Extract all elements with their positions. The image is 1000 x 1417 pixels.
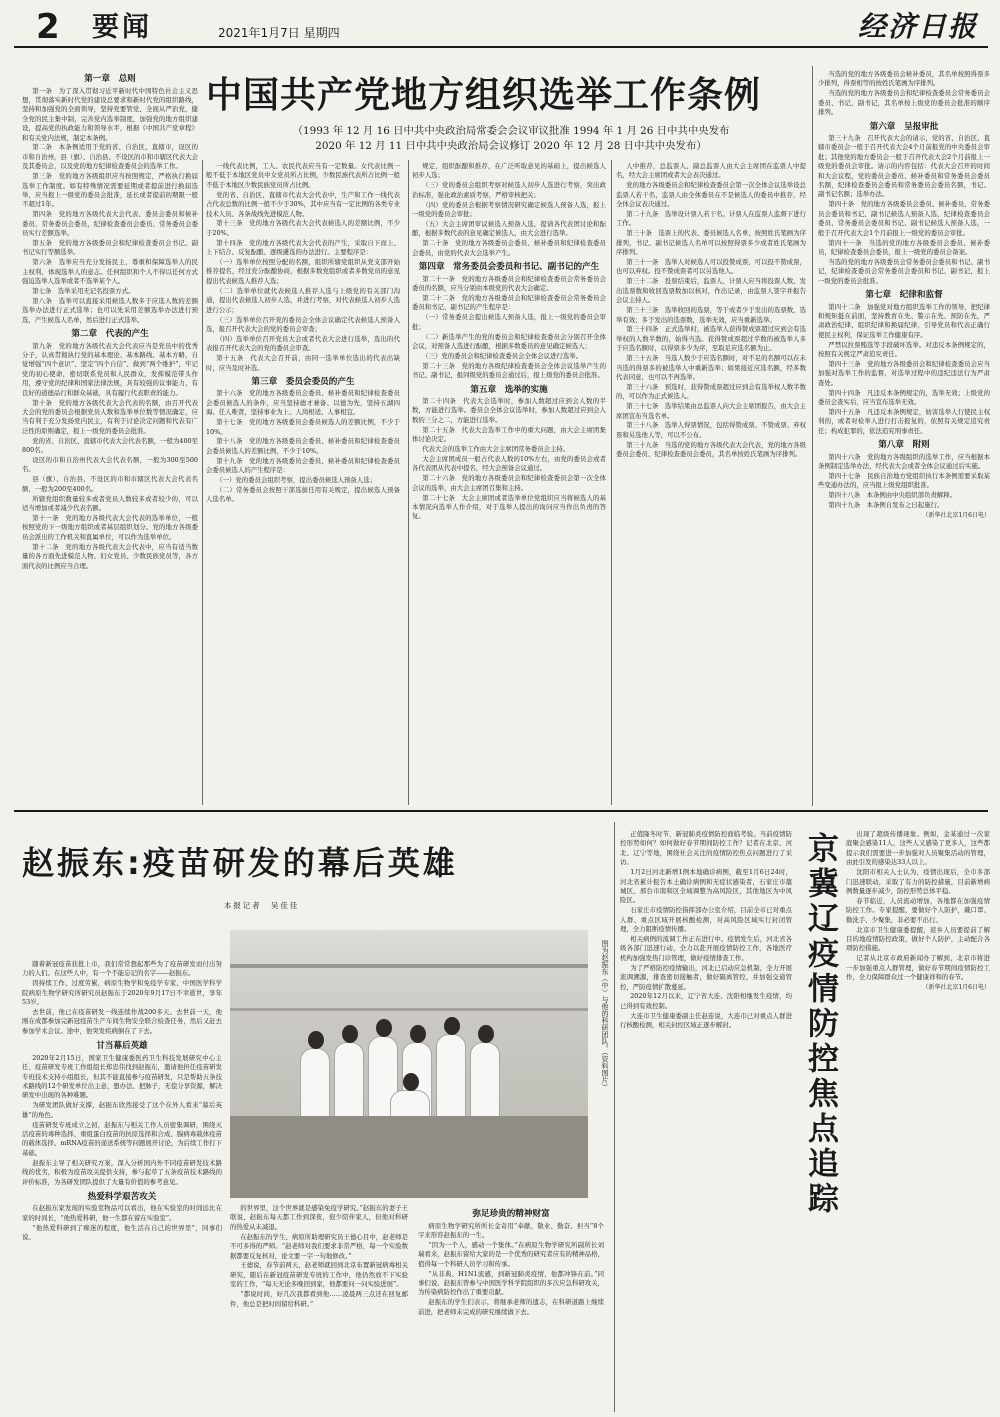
paragraph: 第三十九条 当选的党的地方各级代表大会代表，党的地方各级委员会委员、纪律检查委员会委员，其名单按姓氏笔画为序排列。 xyxy=(616,440,806,459)
paragraph: 第四十五条 凡违反本条例规定，妨害选举人行使民主权利的，或者对检举人进行打击报复的，依照有关规定追究责任；构成犯罪的，依法追究刑事责任。 xyxy=(818,408,990,435)
paragraph: 1月2日河北新增1例本地确诊病例，截至1月6日24时，河北省累计报告本土确诊病例和无症状感染者，石家庄市藁城区、邢台市南和区全域调整为高风险区，其他地区为中风险区。 xyxy=(620,868,792,905)
paragraph: （五）大会主席团审议候选人预备人选，提请各代表团讨论和酝酿，根据多数代表的意见确定候选人，由大会进行选举。 xyxy=(412,219,606,238)
paragraph: 第四条 党的地方各级代表大会代表、委员会委员和候补委员、常务委员会委员，纪律检查委员会委员、常务委员会委员实行差额选举。 xyxy=(22,210,198,238)
paragraph: 第十三条 党的地方各级代表大会代表候选人的差额比例，不少于20%。 xyxy=(206,219,400,237)
paragraph: 出现了超级传播现象。例如，金某通过一次家庭聚会感染11人，这些人又感染了更多人，这些都提示我们需要进一步加强对人员聚集活动的管理，由此引发的感染达33人以上。 xyxy=(846,830,990,867)
paragraph: 第四十九条 本条例自发布之日起施行。 xyxy=(828,501,944,510)
team-member-figure xyxy=(436,1034,466,1128)
paragraph: 第三十七条 选举结果由总监票人向大会主席团报告，由大会主席团宣布当选名单。 xyxy=(616,402,806,420)
regulation-subtitle-line2: 2020 年 12 月 11 日中共中央政治局会议修订 2020 年 12 月 28 日中共中央发布） xyxy=(315,140,707,152)
paragraph: （三）党的委员会组织考察对候选人初步人选进行考察，突出政治标准，强化政治素质考察，严格审核把关； xyxy=(412,181,606,199)
paragraph: 县（旗）、自治县、不设区的市和市辖区代表大会代表名额，一般为200至400名。 xyxy=(22,475,198,493)
paragraph: 规定，组织酝酿和推荐，在广泛听取意见的基础上，提出候选人初步人选； xyxy=(412,162,606,180)
paragraph: 因持续工作、过度劳累，病原生物学和免疫学专家、中国医学科学院病原生物学研究所研究员赵振东于2020年9月17日不幸逝世，享年53岁。 xyxy=(22,979,222,1007)
chapter-heading: 第一章 总则 xyxy=(84,74,136,84)
paragraph: （三）党的委员会和纪律检查委员会全体会议进行选举。 xyxy=(422,351,582,360)
paragraph: （四）选举单位召开党员大会或者代表大会进行选举，选出的代表报召开代表大会的党的委员会审查。 xyxy=(206,334,400,353)
paragraph: （一）选举单位按照分配的名额，组织所辖党组织从党支部开始推荐提名，经过充分酝酿协商，根据多数党组织或者多数党员的意见提出代表候选人推荐人选； xyxy=(206,258,400,285)
paragraph: （二）选举单位就代表候选人推荐人选与上级党的有关部门沟通，提出代表候选人初步人选，并进行考察，对代表候选人初步人选进行公示； xyxy=(206,286,400,314)
paragraph: “从非典、H1N1流感，到新冠肺炎疫情，他都冲锋在前。”同事们说，赵振东曾参与中国医学科学院组织的多次应急科研攻关，为传染病防控作出了重要贡献。 xyxy=(418,1269,604,1297)
regulation-column-2 xyxy=(206,162,400,802)
lab-shelf xyxy=(230,964,588,968)
regulation-column-3 xyxy=(412,162,606,802)
team-member-head xyxy=(308,1031,324,1049)
paragraph: 石家庄市疫情防控指挥部办公室介绍，目前全市已对重点人群、重点区域开展核酸检测，对高风险区域实行封闭管理，全力阻断疫情传播。 xyxy=(620,906,792,934)
paragraph: “因为一个人，感动一个集体。”在病原生物学研究所副所长刘瑞看来，赵振东留给大家的是一个优秀的研究者应有的精神品格，值得每一个科研人员学习和传承。 xyxy=(418,1240,604,1268)
paragraph: 第三十条 选票上的代表、委员候选人名单，按照姓氏笔画为序排列，书记、副书记候选人名单可以按照得票多少或者姓氏笔画为序排列。 xyxy=(616,229,806,257)
paragraph: 第十一条 党的地方各级代表大会代表的选举单位，一般按照党的下一级地方组织或者基层组织划分。党的地方各级委员会派出的工作机关和直属单位，可以作为选举单位。 xyxy=(22,513,198,541)
paragraph: 第三十四条 正式选举时，被选举人获得赞成票超过应到会有选举权的人数半数的，始得当选。获得赞成票超过半数的被选举人多于应选名额时，以得票多少为序，至取足应选名额为止。 xyxy=(616,325,806,353)
paragraph: 第二十五条 代表大会选举工作中的重大问题，由大会主席团集体讨论决定。 xyxy=(412,425,606,444)
paragraph: 第三十八条 选举人得票情况，包括得赞成票、不赞成票、弃权票和另选他人等，可以不公布。 xyxy=(616,421,806,439)
epidemic-column-1 xyxy=(620,830,792,1408)
paragraph: （二）新选举产生的党的委员会和纪律检查委员会分别召开全体会议，对预备人选进行酝酿，根据多数委员的意见确定候选人； xyxy=(412,332,606,350)
paragraph: 第二十三条 党的地方各级纪律检查委员会全体会议选举产生的书记、副书记，报同级党的委员会通过后，报上级党的委员会批准。 xyxy=(412,361,606,380)
paragraph: 第八条 选举可以直接采用候选人数多于应选人数的差额选举办法进行正式选举；也可以先采用差额选举办法进行预选，产生候选人名单，然后进行正式选举。 xyxy=(22,296,198,324)
team-member-head xyxy=(478,1025,494,1043)
paragraph: 去世前，他已在疫苗研发一线连续作战200多天。去世前一天，他刚在成都参加完新冠疫苗生产车间生物安全联合检查任务，然后又赶去参加学术会议。途中，他突发疾病倒在了下去。 xyxy=(22,1008,222,1035)
paragraph: 北京市卫生健康委提醒，返乡人员要提前了解目的地疫情防控政策，做好个人防护，主动配合各项防控措施。 xyxy=(846,925,990,953)
paragraph: 第一条 为了深入贯彻习近平新时代中国特色社会主义思想，贯彻落实新时代党的建设总要求和新时代党的组织路线，坚持和加强党的全面领导，坚持党要管党、全面从严治党，健全党的民主集中制，完善党内选举制度，加强党的地方组织建设，提高党的执政能力和领导水平，根据《中国共产党章程》和有关党内法规，制定本条例。 xyxy=(22,86,198,142)
page-number: 2 xyxy=(36,7,60,47)
team-member-head xyxy=(342,1025,358,1043)
paragraph: 大连市卫生健康委副主任赵连说，大连市已对重点人群进行核酸检测，相关封控区域正逐步解封。 xyxy=(620,1011,792,1030)
subheading: 弥足珍贵的精神财富 xyxy=(472,1209,550,1219)
paragraph: 第十四条 党的地方各级代表大会代表的产生，采取自下而上、上下结合、反复酝酿、逐级遴选的办法进行。主要程序是： xyxy=(206,238,400,257)
chapter-heading: 第六章 呈报审批 xyxy=(869,121,939,132)
regulation-column-1 xyxy=(22,70,198,802)
paragraph: 第十六条 党的地方各级委员会委员、候补委员和纪律检查委员会委员候选人的条件，应当坚持德才兼备、以德为先，坚持五湖四海、任人唯贤，坚持事业为上、人岗相适、人事相宜。 xyxy=(206,389,400,417)
paragraph: 代表大会的选举工作由大会主席团常务委员会主持。 xyxy=(422,445,570,454)
paragraph: 第二十四条 代表大会选举时，参加人数超过应到会人数的半数，方能进行选举。委员会全体会议选举时，参加人数超过应到会人数的三分之二，方能进行选举。 xyxy=(412,397,606,424)
paragraph: （三）选举单位召开党的委员会全体会议确定代表候选人预备人选，报召开代表大会的党的委员会审查； xyxy=(206,315,400,333)
paragraph: 春节临近，人员流动增加，各地都在加强疫情防控工作。专家提醒，要做好个人防护，戴口罩、勤洗手、少聚集，非必要不出行。 xyxy=(846,896,990,924)
research-team-photo xyxy=(230,930,588,1198)
paragraph: 第十八条 党的地方各级委员会委员、候补委员和纪律检查委员会委员候选人的差额比例，不少于10%。 xyxy=(206,437,400,455)
zhao-column-3 xyxy=(418,1204,604,1408)
paragraph: 人中推荐，总监票人、副总监票人由大会主席团在监票人中提名，经大会主席团或者大会表决通过。 xyxy=(616,162,806,180)
paragraph: 党的省、自治区、直辖市代表大会代表名额，一般为400至800名。 xyxy=(22,436,198,455)
paragraph: 第三十三条 选举收回的选票，等于或者少于发出的选票数，选举有效；多于发出的选票数，选举无效，应当重新选举。 xyxy=(616,306,806,324)
paragraph: 一线代表比例，工人、农民代表应当有一定数量。女代表比例一般不低于本地区党员中女党员所占比例，少数民族代表所占比例一般不低于本地区少数民族党员所占比例。 xyxy=(206,162,400,189)
paragraph: 第三条 党的地方各级组织应当按照规定，严格执行换届选举工作制度。如有特殊情况需要延期或者提前进行换届选举，应当报上一级党的委员会批准，延长或者提前的期限一般不超过1年。 xyxy=(22,172,198,209)
regulation-headline: 中国共产党地方组织选举工作条例 xyxy=(206,74,762,116)
paragraph: 第四十二条 加强党对地方组织选举工作的领导，把纪律和规矩挺在前面，坚持教育在先、警示在先、预防在先，严肃政治纪律、组织纪律和换届纪律，引导党员和代表正确行使民主权利，保证选举工作健康有序。 xyxy=(818,302,990,339)
column-divider xyxy=(614,822,615,1412)
paragraph: 第十七条 党的地方各级委员会委员候选人的差额比例，不少于10%。 xyxy=(206,418,400,436)
column-divider xyxy=(812,66,813,806)
paragraph: 赵振东主导了相关研究方案，深入分析国内外不同疫苗研发技术路线的优劣，积极为疫苗攻关提供支持，参与起草了五条疫苗技术路线的评价标准，为各研发团队提供了大量有价值的参考意见。 xyxy=(22,1158,222,1186)
paragraph: 在赵振东家发现的实验室物品可以看出，他在实验室的时间远比在家的时间长，“他热爱科研，他一生都在留在实验室”。 xyxy=(22,1204,222,1222)
regulation-column-4 xyxy=(616,162,806,802)
zhao-column-2 xyxy=(230,1204,408,1408)
epidemic-column-2 xyxy=(846,830,990,1408)
zhao-column-1 xyxy=(22,960,222,1408)
team-member-head xyxy=(403,1073,419,1091)
paragraph: 第四十三条 党的地方各级委员会和纪律检查委员会应当加强对选举工作的监督，对选举过程中的违纪违法行为严肃查处。 xyxy=(818,359,990,387)
chapter-heading: 第八章 附则 xyxy=(878,440,930,451)
paragraph: 第四十六条 党的地方各级组织的选举工作，应当根据本条例制定选举办法，经代表大会或者全体会议通过后实施。 xyxy=(818,452,990,471)
paragraph: 第三十五条 当选人数少于应选名额时，对不足的名额可以在未当选的得票多的被选举人中重新选举；如果接近应选名额，经多数代表同意，也可以不再选举。 xyxy=(616,354,806,381)
chapter-heading: 第七章 纪律和监督 xyxy=(865,290,943,301)
paragraph: 第二十一条 党的地方各级委员会和纪律检查委员会常务委员会委员的名额，应当分别由本级党的代表大会确定。 xyxy=(412,274,606,292)
paragraph: （一）常务委员会提出候选人预备人选，报上一级党的委员会审批； xyxy=(412,313,606,331)
paragraph: 第五条 党的地方各级委员会和纪律检查委员会书记、副书记实行等额选举。 xyxy=(22,239,198,257)
newspaper-logo: 经济日报 xyxy=(857,10,978,43)
paragraph: 当选的党的地方各级委员会候补委员，其名单按照得票多少排列，得票相等的按姓氏笔画为序排列。 xyxy=(818,70,990,88)
paragraph: 所辖党组织数量较多或者党员人数较多或者较少的，可以适当增加或者减少代表名额。 xyxy=(22,494,198,513)
paragraph: 2020年12月以来，辽宁省大连、沈阳相继发生疫情，均已得到有效控制。 xyxy=(620,992,792,1010)
paragraph: “他热爱科研到了痴迷的程度，他生活在自己的世界里”，同事们说。 xyxy=(22,1223,222,1242)
paragraph: 随着新冠疫苗获批上市，我们常常想起那些为了疫苗研发而付出努力的人们。在这些人中，有一个不能忘记的名字——赵振东。 xyxy=(22,960,222,978)
paragraph: 正值隆冬时节，新冠肺炎疫情防控面临考验。当前疫情防控形势如何？如何做好春节期间防控工作？记者在北京、河北、辽宁等地，围绕社会关注的疫情防控焦点问题进行了采访。 xyxy=(620,830,792,867)
paragraph: 第二条 本条例适用于党的省、自治区、直辖市，设区的市和自治州，县（旗）、自治县、不设区的市和市辖区代表大会及其委员会，以及党的地方纪律检查委员会的选举工作。 xyxy=(22,143,198,171)
chapter-heading: 第二章 代表的产生 xyxy=(71,329,149,340)
publication-date: 2021年1月7日 星期四 xyxy=(218,26,340,40)
paragraph: 当选的党的地方各级委员会和纪律检查委员会常务委员会委员、书记、副书记，其名单按上级党的委员会批准的顺序排列。 xyxy=(818,89,990,117)
paragraph: 为了严格防控疫情输出，河北已启动应急机制，全力开展流调溯源，排查密切接触者，做好隔离管控，并加强交通管控，严防疫情扩散蔓延。 xyxy=(620,963,792,991)
team-member-head xyxy=(444,1017,460,1035)
paragraph: （二）常务委员会按照干部选拔任用有关规定，提出候选人预备人选名单。 xyxy=(206,486,400,504)
paragraph: 第十二条 党的地方各级代表大会代表中，应当有适当数量的各方面先进模范人物、妇女党员、少数民族党员等，各方面代表的比例应当合理。 xyxy=(22,542,198,570)
photo-caption: 图为赵振东（中）与他的科研团队。（资料图片） xyxy=(601,940,609,1091)
paragraph: （四）党的委员会根据考察情况研究确定候选人预备人选，报上一级党的委员会审批； xyxy=(412,200,606,219)
paragraph: 疫苗研发专班成立之初，赵振东与相关工作人员密集调研，围绕灭活疫苗的毒种选择、重组蛋白疫苗的抗原选择和合成、腺病毒载体疫苗的载体选择、mRNA疫苗的递送系统等问题展开讨论，为后续工作打下基础。 xyxy=(22,1120,222,1157)
paragraph: 第十条 党的地方各级代表大会代表的名额，由召开代表大会的党的委员会根据党员人数和选举单位数等情况确定，应当有利于充分发扬党内民主，有利于讨论决定问题和代表有广泛性的原则确定，报上一级党的委员会批准。 xyxy=(22,398,198,435)
paragraph: （一）党的委员会组织考察，提出委员候选人预备人选； xyxy=(216,476,376,485)
subheading: 甘当幕后英雄 xyxy=(96,1041,148,1052)
paragraph: 第四十条 党的地方各级委员会委员、候补委员、常务委员会委员和书记、副书记候选人预备人选，纪律检查委员会委员、常务委员会委员和书记、副书记候选人预备人选，一般于召开代表大会1个月前报上一级党的委员会审批。 xyxy=(818,200,990,237)
paragraph: 大会主席团成员一般占代表人数的10%左右，由党的委员会或者各代表团从代表中提名，经大会预备会议通过。 xyxy=(412,454,606,473)
paragraph: 第二十条 党的地方各级委员会委员、候补委员和纪律检查委员会委员，由党的代表大会选举产生。 xyxy=(412,239,606,257)
paragraph: 第二十九条 选举设计票人若干名。计票人在监票人监督下进行工作。 xyxy=(616,210,806,228)
column-divider xyxy=(611,160,612,805)
column-divider xyxy=(202,160,203,805)
paragraph: 第六条 选举应当充分发扬民主，尊重和保障选举人的民主权利，体现选举人的意志。任何组织和个人不得以任何方式强迫选举人选举或者不选举某个人。 xyxy=(22,258,198,286)
paragraph: 第四十一条 当选的党的地方各级委员会委员、候补委员，纪律检查委员会委员，报上一级党的委员会备案。 xyxy=(818,238,990,256)
chapter-heading: 第四章 常务委员会委员和书记、副书记的产生 xyxy=(418,262,600,273)
regulation-column-5 xyxy=(818,70,990,802)
paragraph: 第三十九条 召开代表大会的请示，党的省、自治区、直辖市委员会一般于召开代表大会4个月前报党的中央委员会审批；其他党的地方委员会一般于召开代表大会2个月前报上一级党的委员会审批。请示的内容包括：代表大会召开的时间和大会议程，党的委员会委员、候补委员和常务委员会委员名额，纪律检查委员会委员和常务委员会委员名额，书记、副书记名额；选举办法。 xyxy=(818,134,990,199)
subheading: 热爱科学艰苦攻关 xyxy=(87,1191,157,1202)
paragraph: 2020年2月15日，国家卫生健康委医药卫生科技发展研究中心主任、疫苗研发专班工作组组长郑忠伟找到赵振东，邀请他担任疫苗研发专班技术支持小组组长，但其不能直接参与疫苗研发，只是帮助五条技术路线的12个研发单位出主意、想办法、把脉子，无偿分享资源，解决研发中出现的各种难题。 xyxy=(22,1053,222,1100)
paragraph: 第十九条 党的地方各级委员会委员、候补委员和纪律检查委员会委员候选人的产生程序是： xyxy=(206,456,400,475)
paragraph: 相关病例的流调工作正在进行中。疫情发生后，河北省各级各部门迅速行动，全力以赴开展疫情防控工作，各地医疗机构加强发热门诊管理，做好疫情排查工作。 xyxy=(620,934,792,962)
paragraph: 第三十二条 投票结束后，监票人、计票人应当将投票人数、发出选票数和收回选票数加以核对，作出记录，由监票人签字并报告会议主持人。 xyxy=(616,277,806,305)
zhao-headline: 赵振东:疫苗研发的幕后英雄 xyxy=(22,844,458,882)
paragraph: 记者从北京市政府新闻办了解到，北京市将进一步加强重点人群管理，做好春节期间疫情防控工作，全力保障群众过一个健康祥和的春节。 xyxy=(846,954,990,982)
masthead xyxy=(14,8,988,48)
paragraph: 在赵振东的学生、病原所助理研究员王德心目中，赵老师是不可多得的严师。“赵老师对我们要求非常严格，每一个实验数据都要反复核对，论文要一字一句地修改。” xyxy=(230,1232,408,1260)
paragraph: 第四十四条 凡违反本条例规定的，选举无效；上级党的委员会查实后，应当宣布选举无效。 xyxy=(818,388,990,407)
zhao-byline: 本报记者 吴佳佳 xyxy=(224,901,300,910)
section-title: 要闻 xyxy=(92,12,152,43)
paragraph: 设区的市和自治州代表大会代表名额，一般为300至500名。 xyxy=(22,456,198,474)
column-divider xyxy=(408,160,409,805)
team-member-head xyxy=(376,1019,392,1037)
paragraph: 第二十七条 大会主席团或者选举单位党组织应当将候选人的基本情况向选举人作介绍，对于选举人提出的询问应当作出负责的答复。 xyxy=(412,493,606,521)
paragraph: 王德说，春节前两天，赵老师就回到北京布置新冠病毒相关研究，随后在新冠疫苗研发专班的工作中，他仍然放不下实验室的工作，“每天无论多晚回到家，他都要问一问实验进展”。 xyxy=(230,1261,408,1289)
paragraph: 第三十六条 预选时，获得赞成票超过应到会有选举权人数半数的，可以作为正式候选人。 xyxy=(616,382,806,401)
paragraph: 赵振东的学生们表示，将继承老师的遗志，在科研道路上继续前进，把老师未完成的研究继续做下去。 xyxy=(418,1298,604,1316)
paragraph: 第二十二条 党的地方各级委员会和纪律检查委员会常务委员会委员和书记、副书记的产生程序是： xyxy=(412,293,606,312)
paragraph: 第三十一条 选举人对候选人可以投赞成票，可以投不赞成票，也可以弃权。投不赞成票者可以另选他人。 xyxy=(616,258,806,276)
paragraph: 当选的党的地方各级委员会常务委员会委员和书记、副书记，纪律检查委员会常务委员会委员和书记、副书记，报上一级党的委员会批准。 xyxy=(818,257,990,285)
paragraph: 第二十六条 党的地方各级委员会和纪律检查委员会第一次全体会议的选举，由大会主席团召集和主持。 xyxy=(412,474,606,492)
paragraph: 第九条 党的地方各级代表大会代表应当是党员中的优秀分子，认真贯彻执行党的基本理论、基本路线、基本方略，自觉增强“四个意识”、坚定“四个自信”、做到“两个维护”，牢记党的初心使命，密切联系党员和人民群众，发挥模范带头作用，遵守党的纪律和国家法律法规，具有较强的议事能力，有良好的道德品行和群众基础，具有履行代表职责的能力。 xyxy=(22,341,198,397)
paragraph: “都说时间，好几次我都看到他……凌晨两三点还在回复邮件，他总是把时间留给科研。” xyxy=(230,1290,408,1308)
epidemic-headline: 京冀辽疫情防控焦点追踪 xyxy=(802,832,838,1217)
section-rule xyxy=(14,810,988,812)
chapter-heading: 第三章 委员会委员的产生 xyxy=(251,376,355,387)
paragraph: 党的地方各级委员会和纪律检查委员会第一次全体会议选举设总监票人若干名，监票人由全体委员在不是候选人的委员中推荐，经全体会议表决通过。 xyxy=(616,181,806,209)
dateline: （新华社北京1月6日电） xyxy=(922,512,990,520)
regulation-subtitle-line1: （1993 年 12 月 16 日中共中央政治局常委会会议审议批准 1994 年 1 月 26 日中共中央发布 xyxy=(292,125,730,137)
team-member-head xyxy=(410,1025,426,1043)
paragraph: 沈阳市相关人士认为，疫情出现后，全市多部门迅速联动，采取了有力的防控措施，目前新增病例数量逐步减少，防控形势总体平稳。 xyxy=(846,868,990,895)
lab-shelf xyxy=(230,1008,588,1011)
paragraph: 第七条 选举采用无记名投票方式。 xyxy=(32,287,135,296)
chapter-heading: 第五章 选举的实施 xyxy=(470,384,548,395)
paragraph: 第四十八条 本条例由中央组织部负责解释。 xyxy=(828,491,957,500)
paragraph: 第四十七条 民族自治地方党组织执行本条例需要采取某些变通办法的，应当报上级党组织批准。 xyxy=(818,472,990,490)
paragraph: 病原生物学研究所所长金奇用“奉献、敬业、勤奋、担当”8个字来形容赵振东的一生。 xyxy=(418,1221,604,1239)
dateline: （新华社北京1月6日电） xyxy=(922,984,990,991)
paragraph: 为研发团队做好支撑，赵振东欣然接受了这个在外人看来“幕后英雄”的角色。 xyxy=(22,1101,222,1119)
paragraph: 党的省、自治区、直辖市代表大会代表中，生产和工作一线代表占代表总数的比例一般不少于30%，其中应当有一定比例的各类专业技术人员、各条战线先进模范人物。 xyxy=(206,190,400,218)
paragraph: 第十五条 代表大会召开前，由同一选举单位选出的代表出缺时，应当及时补选。 xyxy=(206,354,400,372)
paragraph: 的世界里，这个世界就是感染免疫学研究。”赵振东的妻子王联说，赵振东每天都工作到深夜，很少陪伴家人，但他对科研的热爱从未减退。 xyxy=(230,1204,408,1231)
paragraph: 严禁以拉票贿选等手段破坏选举。对违反本条例规定的，按照有关规定严肃追究责任。 xyxy=(818,340,990,359)
lab-bench xyxy=(230,1116,588,1198)
regulation-subtitle xyxy=(226,124,796,154)
